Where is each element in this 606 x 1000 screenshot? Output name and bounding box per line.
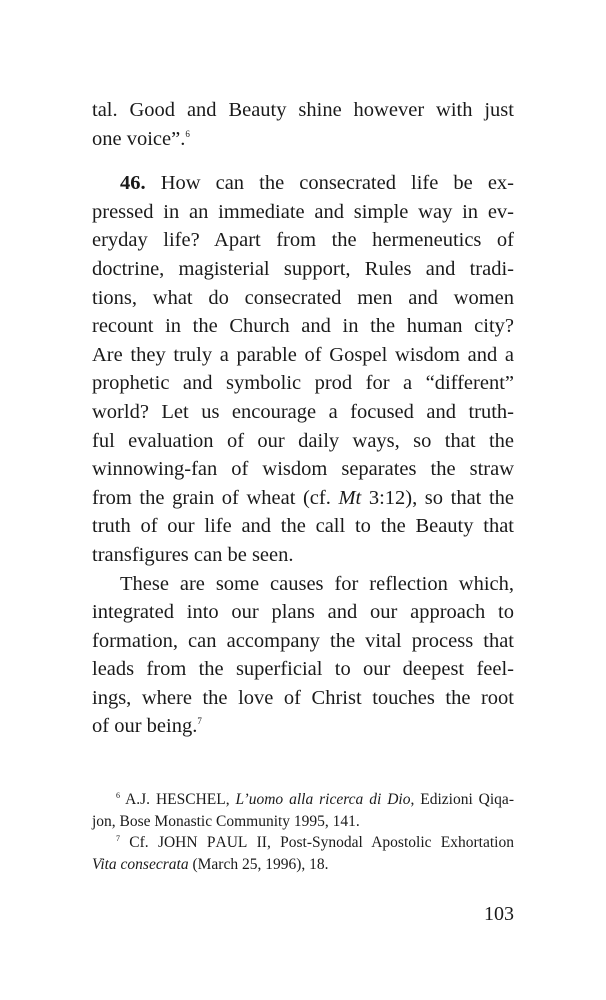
author-name: ESCHEL <box>167 791 226 808</box>
footnote-line <box>92 789 514 811</box>
text-line: tions, what do consecrated men and women <box>92 286 514 309</box>
work-title: L’uomo alla ricerca di Dio <box>235 791 411 808</box>
footnote-ref-6[interactable]: 6 <box>185 128 190 139</box>
text-span: (March 25, 1996), 18. <box>188 855 329 873</box>
footnote-mark: 6 <box>116 791 120 800</box>
text-line <box>92 712 514 741</box>
text-line <box>92 484 514 513</box>
text-span: of our being. <box>92 715 198 738</box>
text-line: eryday life? Apart from the hermeneutics of <box>92 229 514 252</box>
text-span: , Edizioni Qiqa- <box>410 791 514 808</box>
text-span: one voice”. <box>92 127 186 150</box>
text-line: ings, where the love of Christ touches the root <box>92 686 514 709</box>
text-line: recount in the Church and in the human city? <box>92 315 514 338</box>
paragraph-number: 46. <box>120 172 146 195</box>
page-number: 103 <box>484 903 514 925</box>
text-line: transfigures can be seen. <box>92 543 294 566</box>
text-line: tal. Good and Beauty shine however with just <box>92 99 514 121</box>
text-line: pressed in an immediate and simple way in ev- <box>92 200 514 223</box>
text-line: world? Let us encourage a focused and truth- <box>92 400 514 423</box>
text-span: A.J. H <box>120 791 168 808</box>
text-span: II, Post-Synodal Apostolic Exhortation <box>247 834 514 851</box>
scripture-abbrev: Mt <box>338 486 362 509</box>
footnotes <box>92 789 514 875</box>
text-line: formation, can accompany the vital process that <box>92 629 514 652</box>
paragraph-46 <box>92 169 514 569</box>
paragraph-gap <box>92 153 514 169</box>
text-line: prophetic and symbolic prod for a “different” <box>92 372 514 395</box>
text-span: Cf. J <box>120 834 164 851</box>
text-span: 3:12), so that the <box>361 486 514 509</box>
footnote-ref-7[interactable]: 7 <box>197 716 202 727</box>
footnote-7 <box>92 832 514 875</box>
work-title: Vita consecrata <box>92 855 189 873</box>
text-line <box>92 169 514 198</box>
page-body <box>92 96 514 741</box>
text-line: Are they truly a parable of Gospel wisdom and a <box>92 343 514 366</box>
text-span: , <box>225 791 236 808</box>
author-name: AUL <box>215 834 248 851</box>
text-line <box>92 125 514 154</box>
text-line: ful evaluation of our daily ways, so that the <box>92 429 514 452</box>
text-line: leads from the superficial to our deepest feel- <box>92 658 514 681</box>
text-line: winnowing-fan of wisdom separates the straw <box>92 458 514 481</box>
text-line: integrated into our plans and our approach to <box>92 601 514 624</box>
footnote-6 <box>92 789 514 832</box>
text-line: doctrine, magisterial support, Rules and tradi- <box>92 257 514 280</box>
text-span: from the grain of wheat (cf. <box>92 486 339 509</box>
footnote-mark: 7 <box>116 834 120 843</box>
text-span: P <box>197 834 216 851</box>
paragraph-reflection <box>92 570 514 742</box>
text-line: These are some causes for reflection which, <box>120 572 514 595</box>
author-name: OHN <box>163 834 198 851</box>
text-span: How can the consecrated life be ex- <box>145 172 514 195</box>
footnote-line <box>92 832 514 854</box>
footnote-line <box>92 854 514 876</box>
footnote-line: jon, Bose Monastic Community 1995, 141. <box>92 812 360 830</box>
paragraph-continuation <box>92 96 514 153</box>
text-line: truth of our life and the call to the Beauty that <box>92 515 514 538</box>
